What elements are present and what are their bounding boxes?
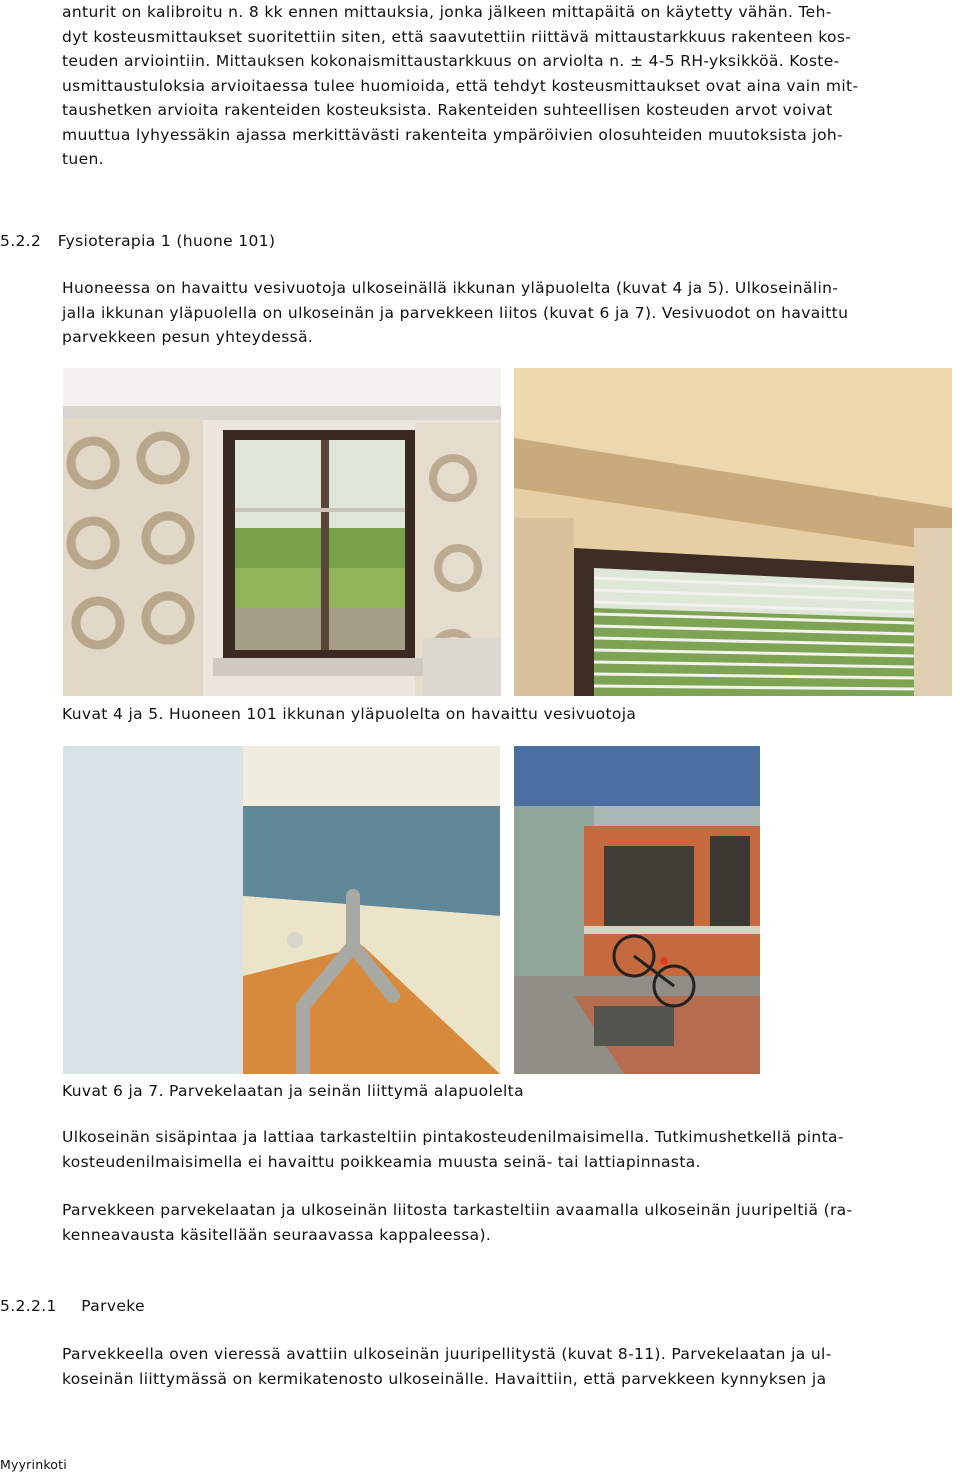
text-line: anturit on kalibroitu n. 8 kk ennen mittauksia, jonka jälkeen mittapäitä on käytetty vähän. Teh- — [62, 3, 832, 21]
text-line: Parvekkeen parvekelaatan ja ulkoseinän liitosta tarkasteltiin avaamalla ulkoseinän juuripeltiä (ra- — [62, 1201, 853, 1219]
inspection-paragraph — [62, 1125, 954, 1174]
subsection-title: Parveke — [81, 1297, 145, 1315]
text-line: taushetken arvioita rakenteiden kosteuksista. Rakenteiden suhteellisen kosteuden arvot voivat — [62, 101, 833, 119]
figure-caption: Kuvat 4 ja 5. Huoneen 101 ikkunan yläpuolelta on havaittu vesivuotoja — [62, 705, 637, 723]
junction-paragraph — [62, 1198, 954, 1247]
figure-caption: Kuvat 6 ja 7. Parvekelaatan ja seinän liittymä alapuolelta — [62, 1082, 524, 1100]
photo-wall-bicycle — [514, 746, 760, 1074]
text-line: kosteudenilmaisimella ei havaittu poikkeamia muusta seinä- tai lattiapinnasta. — [62, 1152, 701, 1171]
text-line: dyt kosteusmittaukset suoritettiin siten, että saavutettiin riittävä mittaustarkkuus rakenteen kos- — [62, 27, 852, 46]
photo-window-curtains — [63, 368, 501, 696]
text-line: teuden arviointiin. Mittauksen kokonaismittaustarkkuus on arviolta n. ± 4-5 RH-yksikköä. Koste- — [62, 52, 840, 70]
subsection-heading — [0, 1294, 145, 1319]
balcony-paragraph — [62, 1342, 954, 1391]
text-line: tuen. — [62, 150, 104, 168]
text-line: koseinän liittymässä on kermikatenosto ulkoseinälle. Havaittiin, että parvekkeen kynnyksen ja — [62, 1369, 827, 1388]
subsection-number: 5.2.2.1 — [0, 1297, 57, 1315]
section-paragraph — [62, 276, 954, 350]
text-line: jalla ikkunan yläpuolella on ulkoseinän ja parvekkeen liitos (kuvat 6 ja 7). Vesivuodot on havaittu — [62, 303, 849, 322]
section-heading — [0, 229, 275, 254]
text-line: muuttua lyhyessäkin ajassa merkittävästi rakenteita ympäröivien olosuhteiden muutoksista joh- — [62, 125, 844, 144]
section-title: Fysioterapia 1 (huone 101) — [57, 232, 276, 250]
text-line: parvekkeen pesun yhteydessä. — [62, 328, 314, 346]
text-line: Ulkoseinän sisäpintaa ja lattiaa tarkasteltiin pintakosteudenilmaisimella. Tutkimushetkellä pinta- — [62, 1128, 844, 1146]
intro-paragraph — [62, 0, 954, 172]
text-line: Huoneessa on havaittu vesivuotoja ulkoseinällä ikkunan yläpuolelta (kuvat 4 ja 5). Ulkoseinälin- — [62, 279, 839, 297]
section-number: 5.2.2 — [0, 232, 42, 250]
photo-window-blinds — [514, 368, 952, 696]
text-line: kenneavausta käsitellään seuraavassa kappaleessa). — [62, 1225, 492, 1244]
text-line: usmittaustuloksia arvioitaessa tulee huomioida, että tehdyt kosteusmittaukset ovat aina vain mit- — [62, 76, 859, 95]
text-line: Parvekkeella oven vieressä avattiin ulkoseinän juuripellitystä (kuvat 8-11). Parvekelaatan ja ul- — [62, 1345, 832, 1363]
page-footer: Myyrinkoti — [0, 1457, 67, 1472]
photo-balcony-underside — [63, 746, 500, 1074]
